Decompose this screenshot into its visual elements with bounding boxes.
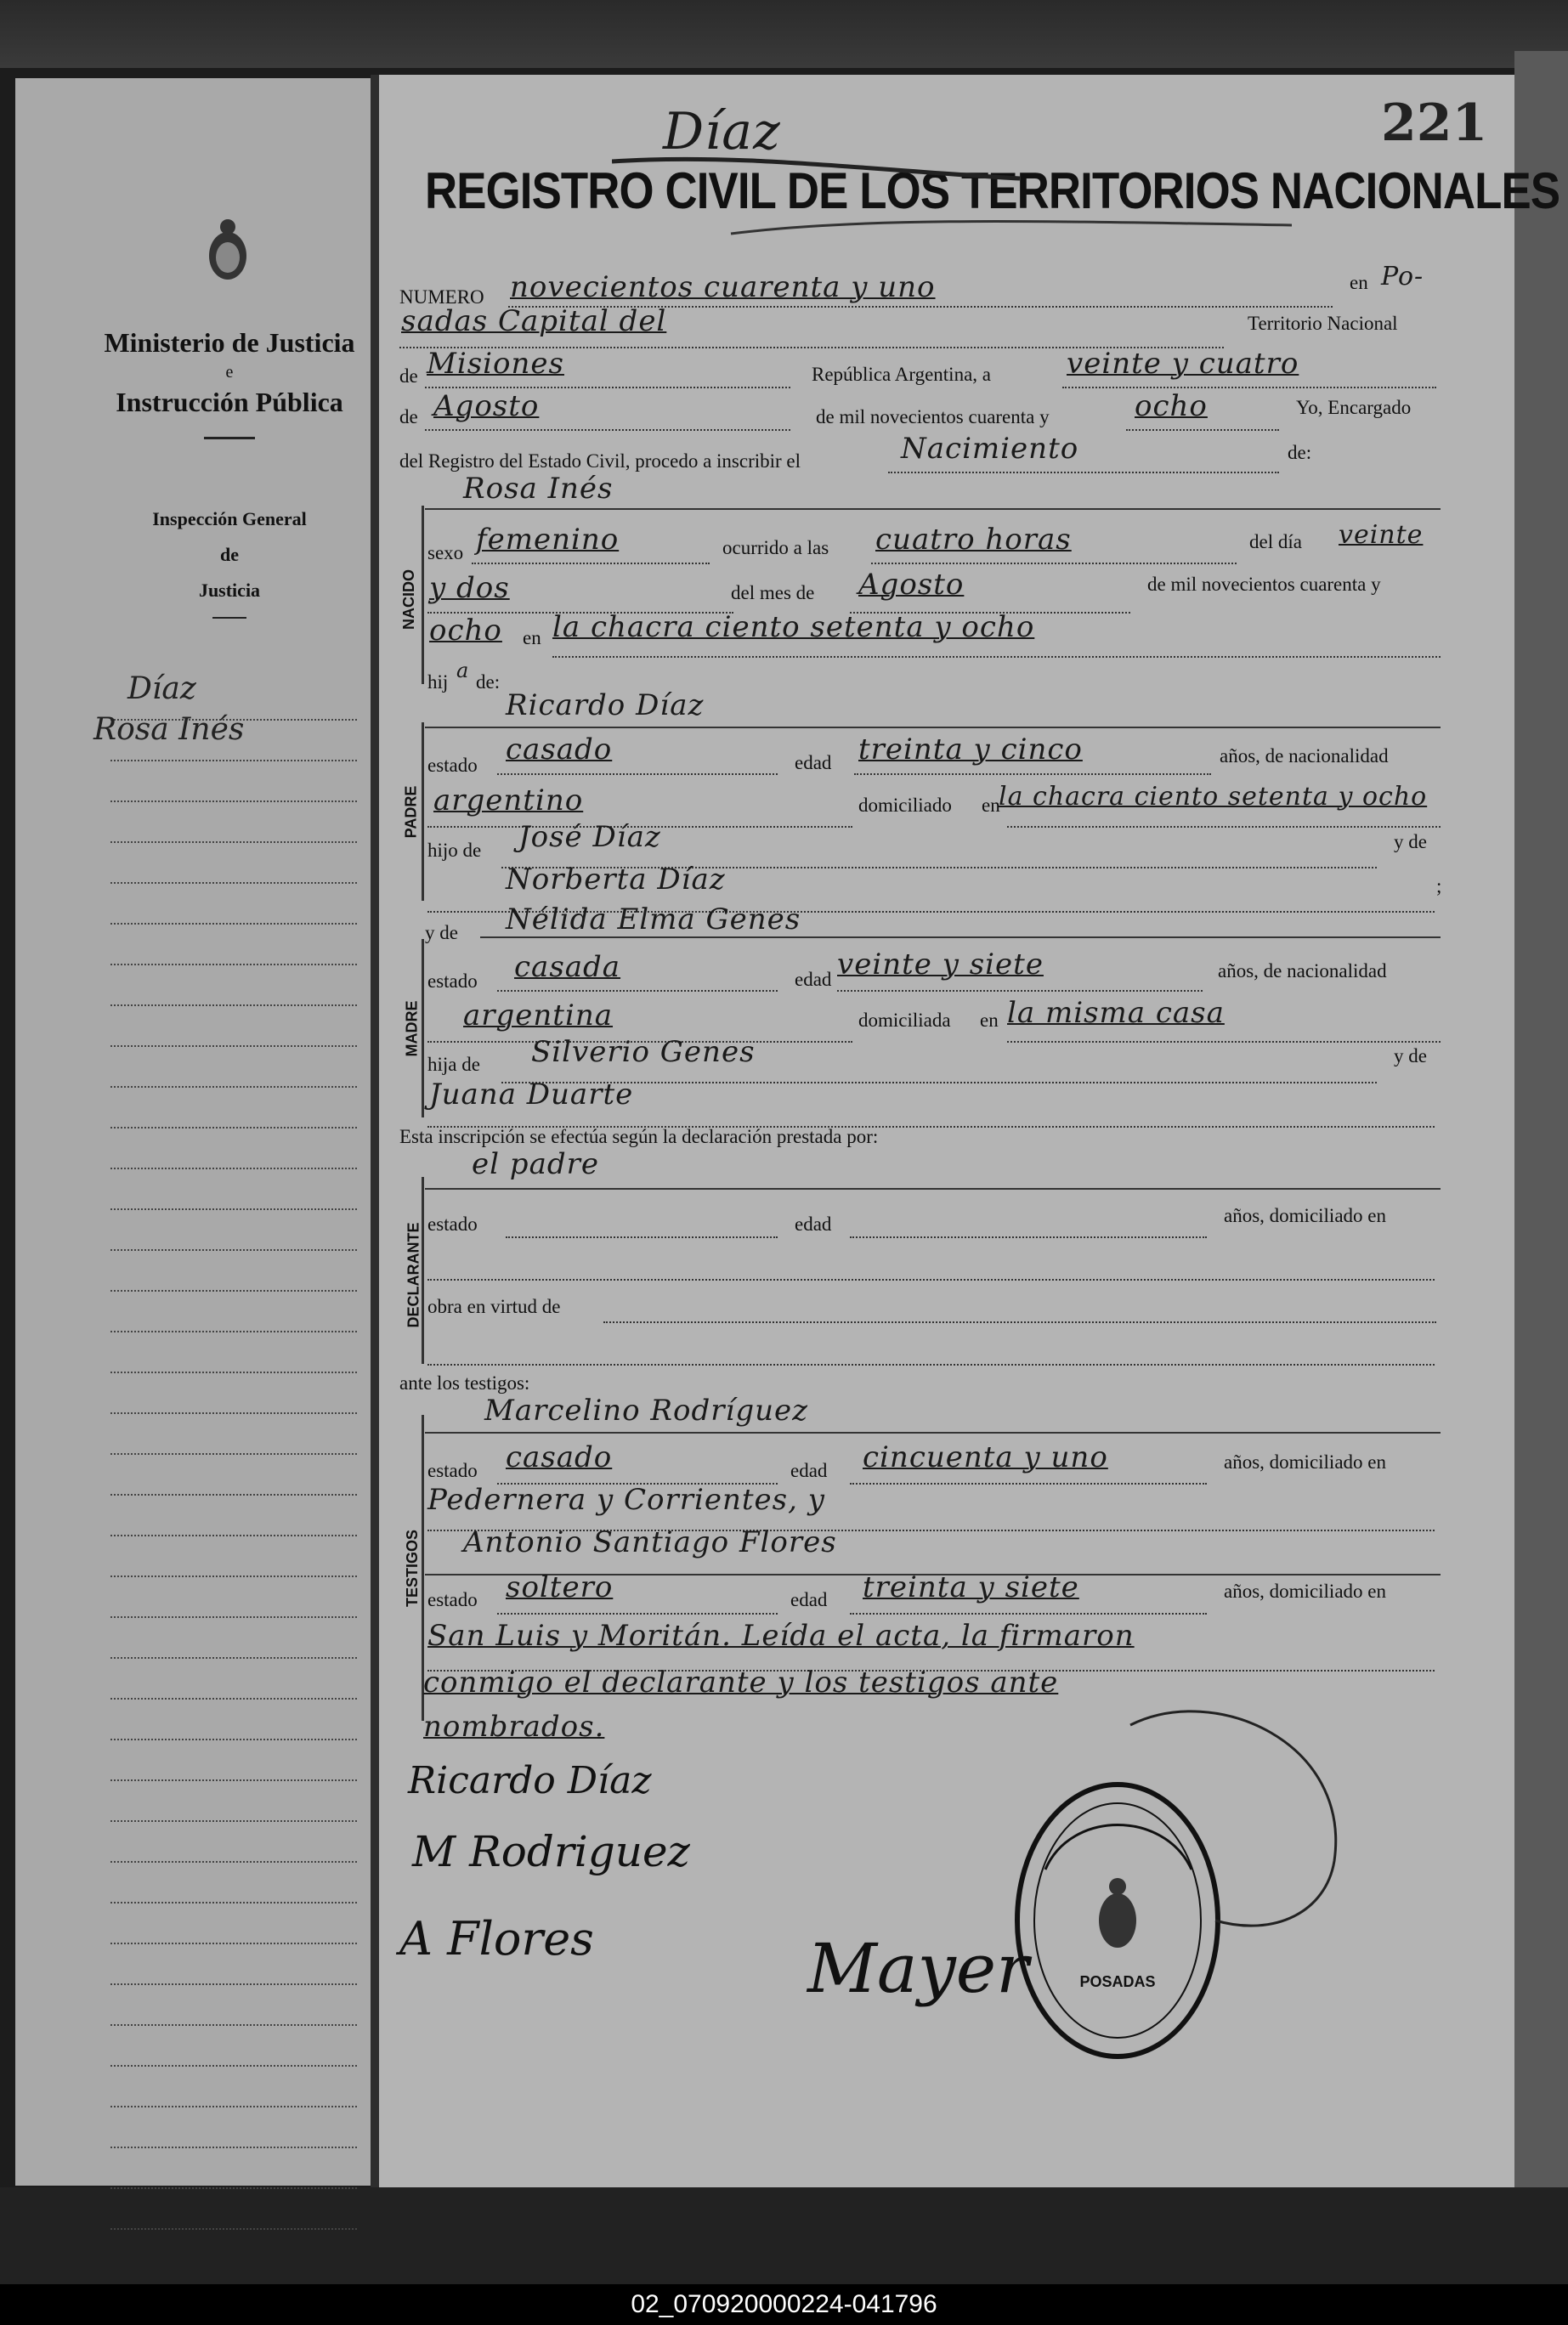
margin-line <box>110 2148 357 2189</box>
del-dia-label: del día <box>1249 531 1302 552</box>
hij-suffix: a <box>456 659 470 682</box>
numero-value: novecientos cuarenta y uno <box>510 270 936 304</box>
testigo1-domicilio-value: Pedernera y Corrientes, y <box>427 1483 825 1517</box>
madre-edad-value: veinte y siete <box>837 948 1044 981</box>
testigo1-anos-label: años, domiciliado en <box>1224 1451 1386 1473</box>
padre-hijo-de-label: hijo de <box>427 840 482 861</box>
margin-line <box>110 2067 357 2107</box>
territorio-label: Territorio Nacional <box>1248 313 1398 334</box>
testigo1-estado-value: casado <box>506 1440 613 1474</box>
ministry-heading <box>93 323 365 455</box>
padre-anos-label: años, de nacionalidad <box>1220 745 1389 767</box>
madre-y-de-label: y de <box>425 922 458 943</box>
nombre-value: Rosa Inés <box>463 472 614 506</box>
margin-line <box>110 1169 357 1210</box>
signature-declarante: Ricardo Díaz <box>408 1759 652 1802</box>
margin-line <box>110 2107 357 2148</box>
de-label-2: de <box>399 406 418 427</box>
declarante-estado-line <box>506 1211 778 1238</box>
padre-domiciliado-label: domiciliado <box>858 795 952 816</box>
madre-hija-de-label: hija de <box>427 1054 480 1075</box>
madre-en-label: en <box>980 1010 999 1031</box>
ministry-conjunction: e <box>225 363 234 382</box>
madre-nac-value: argentina <box>463 998 614 1032</box>
anio-value: ocho <box>1135 389 1208 423</box>
ministry-line-2: Instrucción Pública <box>116 387 343 417</box>
padre-nac-value: argentino <box>433 783 584 817</box>
del-mes-label: del mes de <box>731 582 815 603</box>
lugar-nac-value: la chacra ciento setenta y ocho <box>552 610 1035 644</box>
testigo1-edad-value: cincuenta y uno <box>863 1440 1108 1474</box>
declarante-label: DECLARANTE <box>405 1222 422 1328</box>
margin-line <box>110 1373 357 1414</box>
book-edge <box>1514 51 1568 2192</box>
declarante-anos-label: años, domiciliado en <box>1224 1205 1386 1226</box>
scan-background-top <box>0 0 1568 68</box>
testigo1-edad-label: edad <box>790 1460 828 1481</box>
declarante-domicilio-line <box>427 1253 1435 1281</box>
acto-value: Nacimiento <box>901 432 1079 466</box>
numero-label: NUMERO <box>399 286 484 308</box>
hij-label: hij <box>427 671 449 693</box>
margin-line <box>110 1863 357 1904</box>
de-mil-label: de mil novecientos cuarenta y <box>816 406 1050 427</box>
cierre-value-2: nombrados. <box>423 1710 605 1744</box>
ante-testigos-label: ante los testigos: <box>399 1372 530 1394</box>
de-label: de <box>399 365 418 387</box>
handwritten-surname-header: Díaz <box>663 102 781 161</box>
inspeccion-line-3: Justicia <box>198 580 261 601</box>
margin-line <box>110 1006 357 1047</box>
sexo-label: sexo <box>427 542 464 563</box>
ministry-line-1: Ministerio de Justicia <box>104 327 355 358</box>
obra-line <box>603 1296 1436 1323</box>
margin-line <box>110 1292 357 1332</box>
padre-label: PADRE <box>402 785 420 839</box>
ministry-divider <box>204 437 255 439</box>
margin-line <box>110 925 357 965</box>
signature-encargado: Mayer <box>807 1929 1029 2008</box>
republica-label: República Argentina, a <box>812 364 991 385</box>
stamp-overlay-circle <box>1113 1691 1368 1946</box>
margin-line <box>110 1455 357 1496</box>
declaracion-label: Esta inscripción se efectúa según la declaración prestada por: <box>399 1126 879 1147</box>
testigo1-nombre-value: Marcelino Rodríguez <box>484 1394 809 1428</box>
margin-line <box>110 1414 357 1455</box>
horas-value: cuatro horas <box>875 523 1072 557</box>
inspeccion-heading <box>127 501 331 627</box>
margin-line <box>110 1536 357 1577</box>
margin-line <box>110 1088 357 1129</box>
mes-value: Agosto <box>433 389 540 423</box>
book-spine <box>371 75 379 2187</box>
obra-label: obra en virtud de <box>427 1296 561 1317</box>
madre-estado-value: casada <box>514 950 621 984</box>
testigo2-anos-label: años, domiciliado en <box>1224 1581 1386 1602</box>
margin-line <box>110 1210 357 1251</box>
margin-line <box>110 1985 357 2026</box>
padre-domicilio-value: la chacra ciento setenta y ocho <box>999 782 1428 812</box>
margin-line <box>110 1904 357 1944</box>
declarante-edad-line <box>850 1211 1207 1238</box>
stamp-center-text: POSADAS <box>1079 1973 1156 1990</box>
padre-hijo-de-value-2: Norberta Díaz <box>506 863 726 897</box>
padre-semicolon: ; <box>1436 875 1442 897</box>
nacido-bracket <box>422 506 424 684</box>
margin-line <box>110 1822 357 1863</box>
testigo2-estado-value: soltero <box>506 1570 614 1604</box>
margin-line <box>110 884 357 925</box>
en-label: en <box>1350 272 1368 293</box>
testigos-label: TESTIGOS <box>404 1529 422 1608</box>
margin-line <box>110 1577 357 1618</box>
page-number: 221 <box>1381 93 1488 153</box>
title-strike-marks <box>612 136 1292 238</box>
document-title: REGISTRO CIVIL DE LOS TERRITORIOS NACIONALES <box>425 162 1560 219</box>
margin-line <box>110 1496 357 1536</box>
margin-line <box>110 965 357 1006</box>
padre-bracket <box>422 722 424 901</box>
margin-line <box>110 1659 357 1700</box>
inspeccion-line-2: de <box>220 544 239 565</box>
margin-ruled-lines <box>110 680 357 2230</box>
anio-nac-value: ocho <box>429 614 502 648</box>
madre-label: MADRE <box>403 1000 421 1057</box>
padre-en-label: en <box>982 795 1000 816</box>
en-value-2: sadas Capital del <box>401 304 667 338</box>
del-registro-label: del Registro del Estado Civil, procedo a inscribir el <box>399 450 801 472</box>
madre-estado-label: estado <box>427 970 478 992</box>
signature-testigo-1: M Rodriguez <box>412 1827 690 1876</box>
margin-line <box>110 1618 357 1659</box>
testigo2-domicilio-value: San Luis y Moritán. Leída el acta, la firmaron <box>427 1619 1135 1653</box>
margin-line <box>110 802 357 843</box>
mes-nac-value: Agosto <box>858 568 965 602</box>
margin-line <box>110 1332 357 1373</box>
margin-note-surname: Díaz <box>127 671 196 706</box>
madre-domicilio-value: la misma casa <box>1007 996 1225 1030</box>
margin-line <box>110 1700 357 1740</box>
padre-hijo-de-value-1: José Díaz <box>518 820 661 854</box>
margin-line <box>110 761 357 802</box>
en-lugar-label: en <box>523 627 541 648</box>
declarante-estado-label: estado <box>427 1213 478 1235</box>
margin-line <box>110 2189 357 2230</box>
padre-edad-value: treinta y cinco <box>858 733 1083 767</box>
padre-edad-label: edad <box>795 752 832 773</box>
madre-anos-label: años, de nacionalidad <box>1218 960 1387 981</box>
margin-line <box>110 1781 357 1822</box>
sexo-value: femenino <box>476 523 620 557</box>
signature-testigo-2: A Flores <box>399 1912 594 1966</box>
coat-of-arms-icon <box>204 217 252 285</box>
territorio-value: Misiones <box>427 347 564 381</box>
yo-encargado-label: Yo, Encargado <box>1296 397 1412 418</box>
padre-estado-label: estado <box>427 755 478 776</box>
testigo2-estado-label: estado <box>427 1589 478 1610</box>
margin-line <box>110 1047 357 1088</box>
madre-hija-de-value-1: Silverio Genes <box>531 1035 756 1069</box>
padre-estado-value: casado <box>506 733 613 767</box>
de-colon-label: de: <box>1288 442 1312 463</box>
padre-y-de-label: y de <box>1394 831 1427 852</box>
dia-nac-value-1: veinte <box>1339 520 1424 550</box>
madre-domiciliada-label: domiciliada <box>858 1010 951 1031</box>
ocurrido-label: ocurrido a las <box>722 537 829 558</box>
dia-value: veinte y cuatro <box>1067 347 1299 381</box>
de-hijo-label: de: <box>476 671 501 693</box>
de-mil-2-label: de mil novecientos cuarenta y <box>1147 574 1381 595</box>
margin-line <box>110 1740 357 1781</box>
madre-bracket <box>422 939 424 1117</box>
testigo1-estado-label: estado <box>427 1460 478 1481</box>
margin-line <box>110 2026 357 2067</box>
madre-nombre-value: Nélida Elma Genes <box>506 902 801 936</box>
margin-note-names: Rosa Inés <box>93 712 245 747</box>
margin-line <box>110 1129 357 1169</box>
margin-line <box>110 843 357 884</box>
madre-y-de-label-2: y de <box>1394 1045 1427 1066</box>
testigo2-edad-value: treinta y siete <box>863 1570 1079 1604</box>
margin-line <box>110 1944 357 1985</box>
testigo2-nombre-value: Antonio Santiago Flores <box>463 1525 837 1559</box>
declarante-value: el padre <box>472 1147 599 1181</box>
nacido-label: NACIDO <box>400 569 417 630</box>
en-value-1: Po- <box>1381 262 1424 291</box>
image-id-footer: 02_070920000224-041796 <box>0 2284 1568 2325</box>
testigo2-edad-label: edad <box>790 1589 828 1610</box>
padre-nombre-value: Ricardo Díaz <box>506 688 705 722</box>
margin-line <box>110 1251 357 1292</box>
cierre-value-1: conmigo el declarante y los testigos ante <box>423 1666 1059 1700</box>
inspeccion-divider <box>212 617 246 619</box>
madre-hija-de-value-2: Juana Duarte <box>429 1078 634 1112</box>
madre-edad-label: edad <box>795 969 832 990</box>
obra-line-2 <box>427 1338 1435 1366</box>
dia-nac-value-2: y dos <box>429 571 510 605</box>
inspeccion-line-1: Inspección General <box>152 508 307 529</box>
declarante-edad-label: edad <box>795 1213 832 1235</box>
